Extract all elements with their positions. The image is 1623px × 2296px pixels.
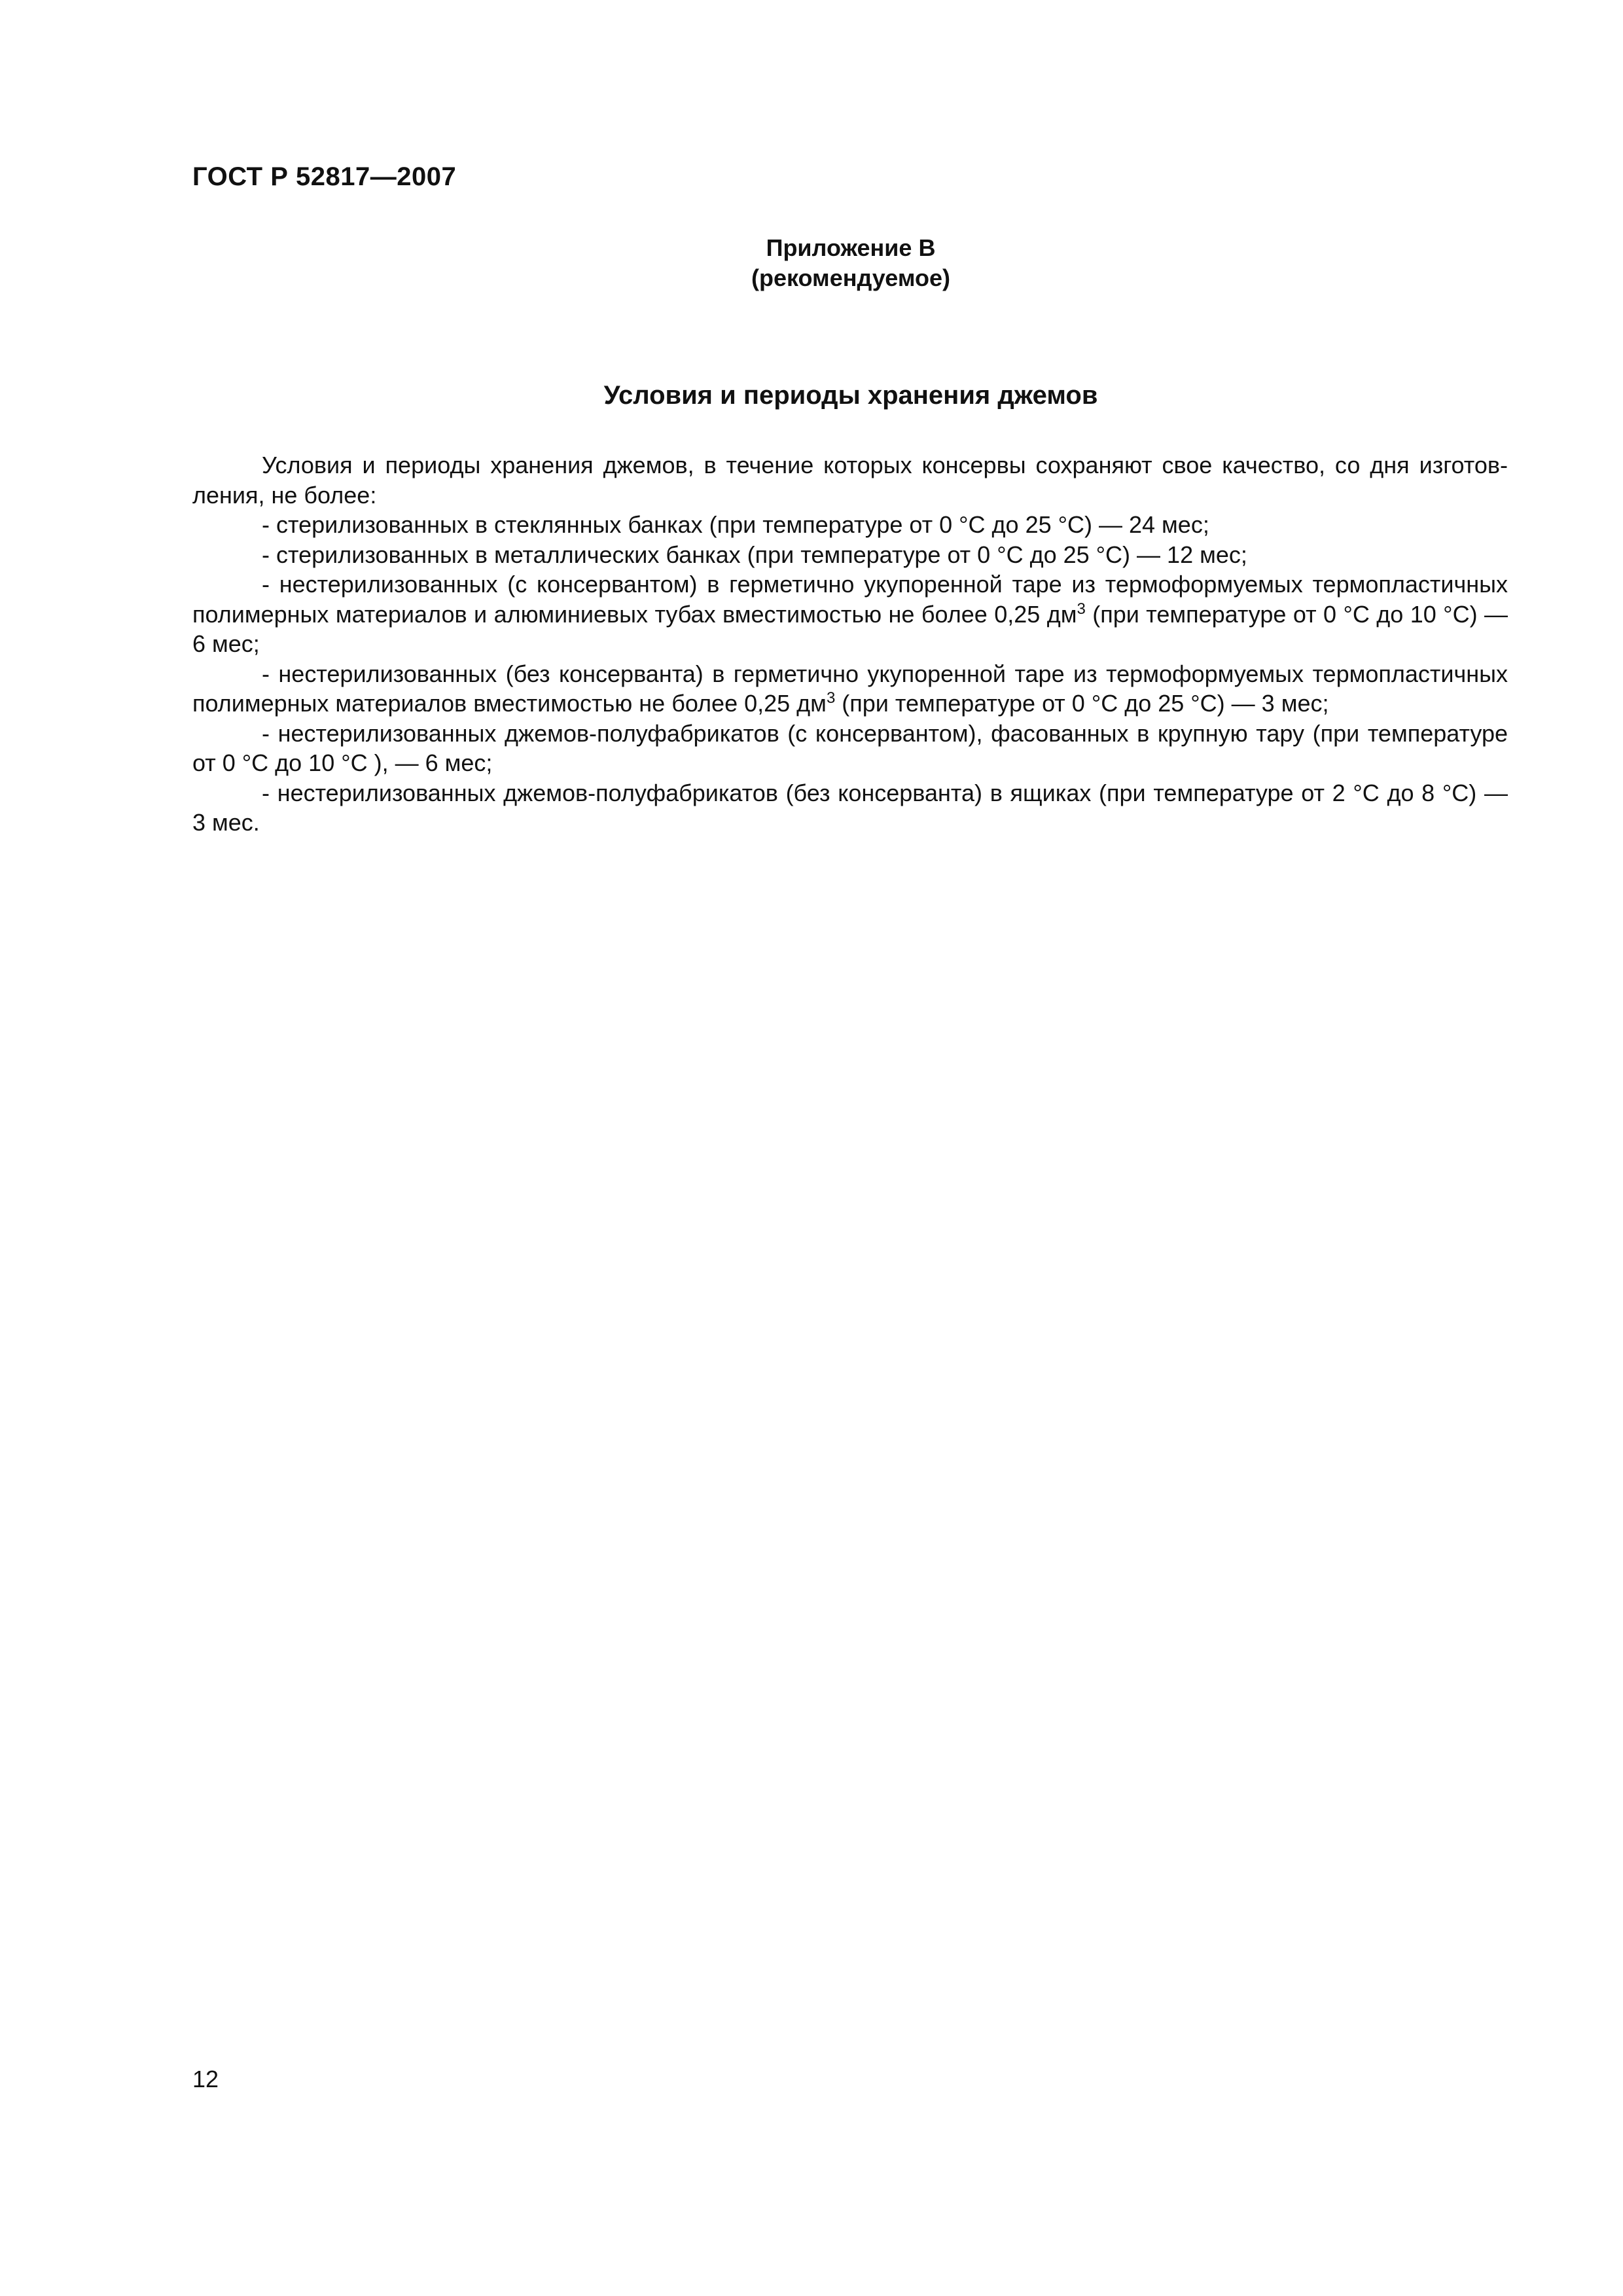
- storage-item-semi-finished-preserved: - нестерилизованных джемов-полуфабрикатов (с консервантом), фасованных в крупную тару (при температуре от 0 °С до 10 °С ), — 6 мес;: [192, 719, 1508, 776]
- storage-item-text: - нестерилизованных (без консерванта) в герметично укупоренной таре из термоформуемых термопластичных полимерных материалов вместимостью не более 0,25 дм: [192, 660, 1508, 717]
- page-number: 12: [192, 2066, 219, 2092]
- storage-item-text-end: (при температуре от 0 °С до 25 °С) — 3 мес;: [835, 690, 1329, 717]
- document-code: ГОСТ Р 52817—2007: [192, 162, 457, 191]
- section-body: [192, 450, 1508, 838]
- appendix-type: (рекомендуемое): [751, 264, 950, 291]
- appendix-heading: [0, 233, 1623, 293]
- intro-paragraph: Условия и периоды хранения джемов, в течение которых консервы сохраняют свое качество, со дня изготовления, не более:: [192, 452, 1508, 509]
- superscript-cubic: 3: [1077, 600, 1086, 618]
- storage-item-semi-finished-unpreserved: - нестерилизованных джемов-полуфабрикатов (без консерванта) в ящиках (при температуре от 2 °С до 8 °С) — 3 мес.: [192, 779, 1508, 836]
- storage-item-text: - нестерилизованных (с консервантом) в герметично укупоренной таре из термоформуемых термопластичных полимерных материалов и алюминиевых тубах вместимостью не более 0,25 дм: [192, 571, 1508, 628]
- storage-item-text-end: (при температуре от 0 °С до 10 °С) — 6 мес;: [192, 600, 1508, 657]
- appendix-label: Приложение В: [766, 234, 936, 261]
- storage-item-unpreserved-containers: [192, 659, 1508, 719]
- superscript-cubic: 3: [826, 689, 836, 707]
- storage-item-preserved-tubes: [192, 569, 1508, 659]
- storage-item-metal-cans: - стерилизованных в металлических банках (при температуре от 0 °С до 25 °С) — 12 мес;: [262, 541, 1247, 568]
- section-title: Условия и периоды хранения джемов: [603, 381, 1098, 410]
- storage-item-glass-jars: - стерилизованных в стеклянных банках (при температуре от 0 °С до 25 °С) — 24 мес;: [262, 511, 1209, 538]
